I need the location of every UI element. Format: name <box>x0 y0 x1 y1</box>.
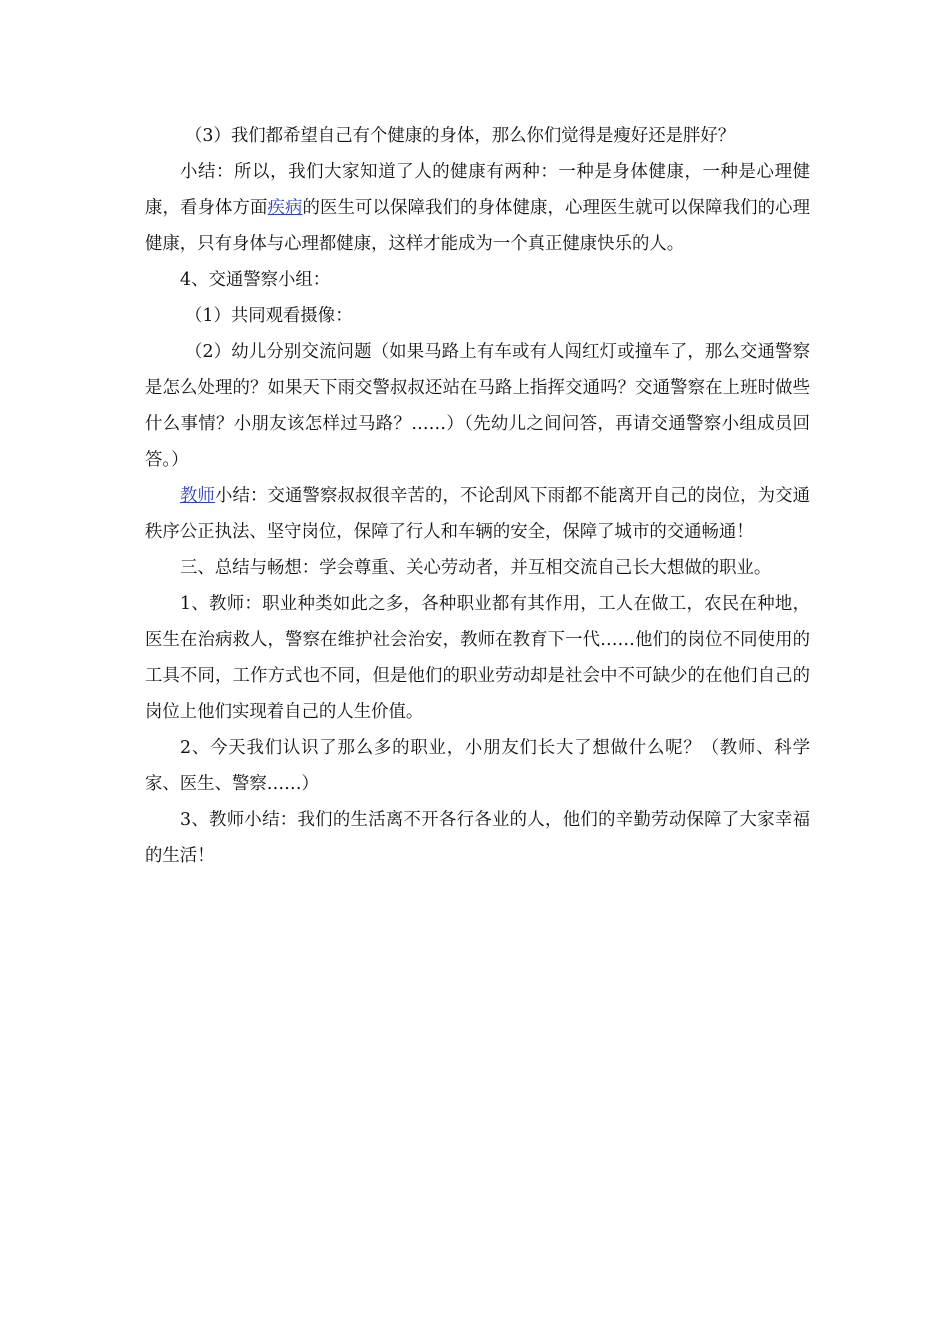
paragraph-point-1: 1、教师：职业种类如此之多，各种职业都有其作用，工人在做工，农民在种地，医生在治病救人，警察在维护社会治安，教师在教育下一代……他们的岗位不同使用的工具不同，工作方式也不同，但是他们的职业劳动却是社会中不可缺少的在他们自己的岗位上他们实现着自己的人生价值。 <box>145 594 810 722</box>
summary-health-text-before: 小结：所以，我们大家知道了人的健康有两种：一种是身体健康，一种是心理健康，看身体方面 <box>145 162 810 218</box>
paragraph-point-2: 2、今天我们认识了那么多的职业，小朋友们长大了想做什么呢？（教师、科学家、医生、警察……） <box>145 738 810 794</box>
paragraph-item-1: （1）共同观看摄像： <box>185 306 353 326</box>
paragraph-question-3: （3）我们都希望自己有个健康的身体，那么你们觉得是瘦好还是胖好？ <box>185 126 736 146</box>
paragraph-summary-health <box>145 154 810 262</box>
paragraph-traffic-group-heading: 4、交通警察小组： <box>180 270 331 290</box>
link-disease[interactable]: 疾病 <box>267 198 303 218</box>
teacher-summary-text: 小结：交通警察叔叔很辛苦的，不论刮风下雨都不能离开自己的岗位，为交通秩序公正执法、坚守岗位，保障了行人和车辆的安全，保障了城市的交通畅通！ <box>145 486 810 542</box>
summary-health-text-after: 的医生可以保障我们的身体健康，心理医生就可以保障我们的心理健康，只有身体与心理都健康，这样才能成为一个真正健康快乐的人。 <box>145 198 810 254</box>
paragraph-item-2: （2）幼儿分别交流问题（如果马路上有车或有人闯红灯或撞车了，那么交通警察是怎么处理的？如果天下雨交警叔叔还站在马路上指挥交通吗？交通警察在上班时做些什么事情？小朋友该怎样过马路？……）（先幼儿之间问答，再请交通警察小组成员回答。） <box>145 342 810 470</box>
link-teacher[interactable]: 教师 <box>180 486 216 506</box>
document-body <box>145 118 810 874</box>
paragraph-teacher-summary <box>145 478 810 550</box>
paragraph-point-3: 3、教师小结：我们的生活离不开各行各业的人，他们的辛勤劳动保障了大家幸福的生活！ <box>145 810 810 866</box>
paragraph-section-3-heading: 三、总结与畅想：学会尊重、关心劳动者，并互相交流自己长大想做的职业。 <box>180 558 772 578</box>
